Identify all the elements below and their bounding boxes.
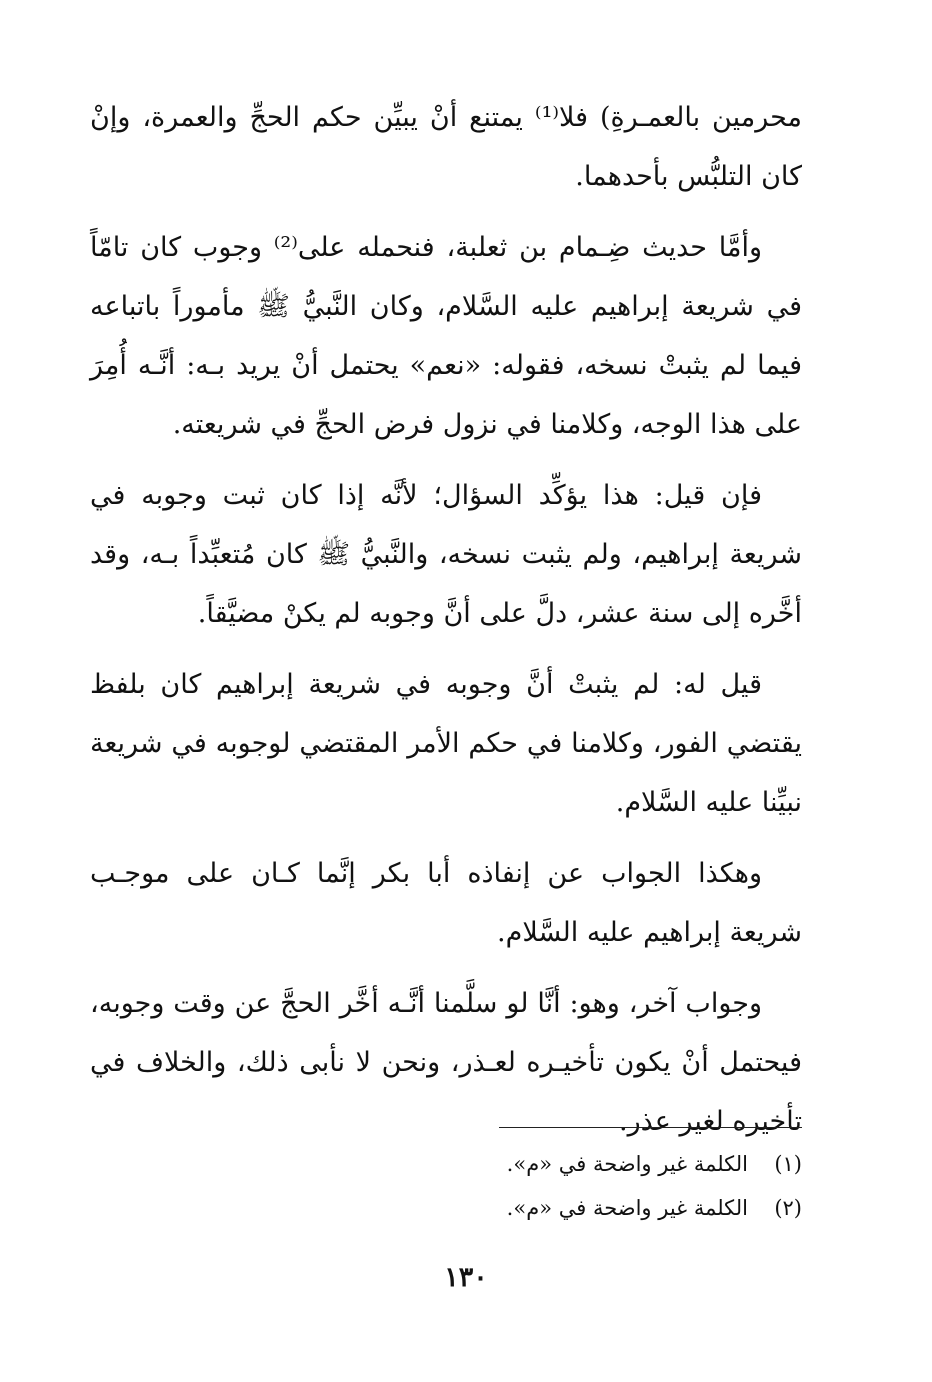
footnote-number: (١) — [774, 1152, 802, 1176]
main-text — [90, 88, 802, 1163]
footnote-2 — [90, 1186, 802, 1230]
page-number: ١٣٠ — [444, 1262, 488, 1293]
footnote-divider — [499, 1127, 802, 1128]
footnote-number: (٢) — [774, 1196, 802, 1220]
paragraph-1: محرمين بالعمـرةِ) فلا⁽¹⁾ يمتنع أنْ يبيِّن حكم الحجِّ والعمرة، وإنْ كان التلبُّس بأحدهما. — [90, 102, 803, 192]
paragraph-3: فإن قيل: هذا يؤكِّد السؤال؛ لأنَّه إذا كان ثبت وجوبه في شريعة إبراهيم، ولم يثبت نسخه، والنَّبيُّ ﷺ كان مُتعبِّداً بـه، وقد أخَّره إلى سنة عشر، دلَّ على أنَّ وجوبه لم يكنْ مضيَّقاً. — [90, 480, 802, 629]
paragraph-4: قيل له: لم يثبتْ أنَّ وجوبه في شريعة إبراهيم كان بلفظ يقتضي الفور، وكلامنا في حكم الأمر المقتضي لوجوبه في شريعة نبيِّنا عليه السَّلام. — [90, 669, 802, 818]
paragraph-5: وهكذا الجواب عن إنفاذه أبا بكر إنَّما كـان على موجـب شريعة إبراهيم عليه السَّلام. — [90, 858, 802, 948]
footnote-1 — [90, 1142, 802, 1186]
footnote-text: الكلمة غير واضحة في «م». — [506, 1196, 748, 1220]
footnote-text: الكلمة غير واضحة في «م». — [506, 1152, 748, 1176]
paragraph-2: وأمَّا حديث ضِـمام بن ثعلبة، فنحمله على⁽²⁾ وجوب كان تامّاً في شريعة إبراهيم عليه السَّلام، وكان النَّبيُّ ﷺ مأموراً باتباعه فيما لم يثبتْ نسخه، فقوله: «نعم» يحتمل أنْ يريد بـه: أنَّـه أُمِرَ على هذا الوجه، وكلامنا في نزول فرض الحجِّ في شريعته. — [90, 232, 802, 440]
footnotes — [90, 1142, 802, 1230]
paragraph-6: وجواب آخر، وهو: أنَّا لو سلَّمنا أنَّـه أخَّر الحجَّ عن وقت وجوبه، فيحتمل أنْ يكون تأخيـره لعـذر، ونحن لا نأبى ذلك، والخلاف في تأخيره لغير عذر. — [90, 988, 802, 1137]
